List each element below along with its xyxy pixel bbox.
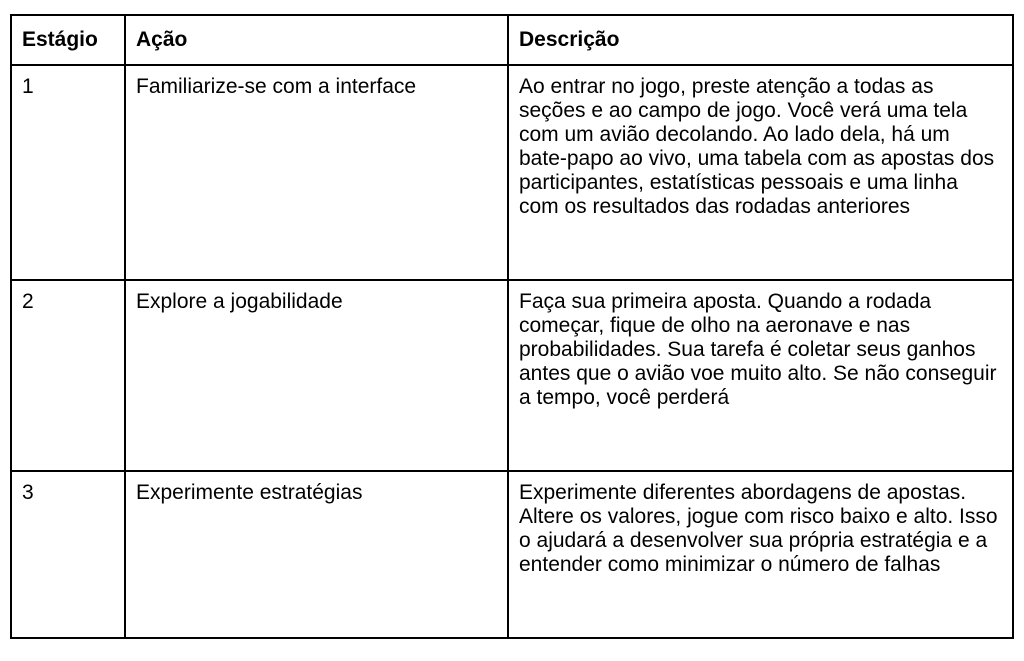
action-cell: Experimente estratégias [125,471,508,638]
header-row [11,15,1013,65]
table-row [11,65,1013,280]
stage-cell: 1 [11,65,125,280]
description-cell: Faça sua primeira aposta. Quando a rodada começar, fique de olho na aeronave e nas probabilidades. Sua tarefa é coletar seus ganhos antes que o avião voe muito alto. Se não conseguir a tempo, você perderá [508,280,1013,471]
description-cell: Ao entrar no jogo, preste atenção a todas as seções e ao campo de jogo. Você verá uma tela com um avião decolando. Ao lado dela, há um bate-papo ao vivo, uma tabela com as apostas dos participantes, estatísticas pessoais e uma linha com os resultados das rodadas anteriores [508,65,1013,280]
stages-table [10,14,1014,639]
stage-cell: 2 [11,280,125,471]
table-body [11,65,1013,638]
stages-table-container [10,14,1012,639]
header-stage: Estágio [11,15,125,65]
header-action: Ação [125,15,508,65]
action-cell: Familiarize-se com a interface [125,65,508,280]
table-header [11,15,1013,65]
action-cell: Explore a jogabilidade [125,280,508,471]
table-row [11,471,1013,638]
header-description: Descrição [508,15,1013,65]
stage-cell: 3 [11,471,125,638]
table-row [11,280,1013,471]
description-cell: Experimente diferentes abordagens de apostas. Altere os valores, jogue com risco baixo e alto. Isso o ajudará a desenvolver sua própria estratégia e a entender como minimizar o número de falhas [508,471,1013,638]
